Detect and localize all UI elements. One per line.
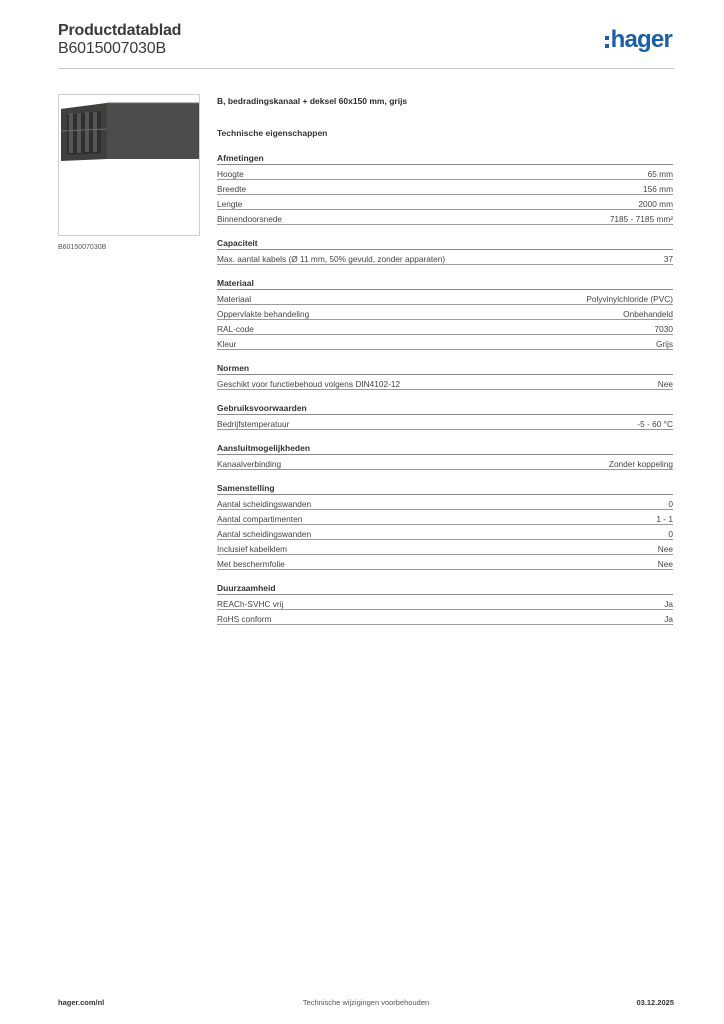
spec-label: Geschikt voor functiebehoud volgens DIN4102-12 — [217, 378, 401, 389]
spec-row — [217, 305, 673, 320]
spec-label: Hoogte — [217, 168, 244, 179]
spec-row — [217, 180, 673, 195]
spec-value: -5 - 60 °C — [637, 418, 673, 429]
footer-disclaimer: Technische wijzigingen voorbehouden — [302, 998, 430, 1007]
spec-value: Nee — [657, 558, 673, 569]
spec-label: Met beschermfolie — [217, 558, 285, 569]
header-divider — [58, 68, 674, 69]
spec-value: 7030 — [654, 323, 673, 334]
spec-row — [217, 610, 673, 625]
spec-label: Materiaal — [217, 293, 252, 304]
spec-label: Bedrijfstemperatuur — [217, 418, 290, 429]
spec-group — [217, 275, 673, 350]
page-header — [58, 22, 674, 68]
spec-value: 7185 - 7185 mm² — [609, 213, 673, 224]
spec-label: Max. aantal kabels (Ø 11 mm, 50% gevuld, zonder apparaten) — [217, 253, 446, 264]
spec-value: 1 - 1 — [656, 513, 673, 524]
spec-group-title: Afmetingen — [217, 150, 673, 165]
spec-group-title: Aansluitmogelijkheden — [217, 440, 673, 455]
spec-row — [217, 540, 673, 555]
spec-groups — [217, 150, 673, 625]
spec-group-title: Samenstelling — [217, 480, 673, 495]
spec-value: 37 — [663, 253, 673, 264]
spec-row — [217, 555, 673, 570]
spec-label: Binnendoorsnede — [217, 213, 283, 224]
spec-label: RoHS conform — [217, 613, 272, 624]
spec-label: REACh-SVHC vrij — [217, 598, 284, 609]
logo-text: hager — [610, 26, 672, 53]
spec-row — [217, 595, 673, 610]
spec-value: Ja — [664, 598, 673, 609]
spec-row — [217, 495, 673, 510]
spec-row — [217, 335, 673, 350]
spec-row — [217, 510, 673, 525]
spec-row — [217, 415, 673, 430]
spec-group-title: Capaciteit — [217, 235, 673, 250]
logo-dots-icon — [605, 36, 609, 48]
spec-value: Polyvinylchloride (PVC) — [586, 293, 673, 304]
spec-row — [217, 455, 673, 470]
spec-value: Nee — [657, 543, 673, 554]
spec-value: 156 mm — [643, 183, 673, 194]
spec-value: 65 mm — [647, 168, 673, 179]
spec-value: 0 — [668, 528, 673, 539]
spec-value: Nee — [657, 378, 673, 389]
spec-group-title: Duurzaamheid — [217, 580, 673, 595]
spec-row — [217, 320, 673, 335]
spec-group — [217, 360, 673, 390]
section-heading: Technische eigenschappen — [217, 128, 328, 138]
spec-row — [217, 165, 673, 180]
spec-label: Oppervlakte behandeling — [217, 308, 310, 319]
spec-label: Aantal scheidingswanden — [217, 528, 312, 539]
footer-website-link[interactable]: hager.com/nl — [58, 998, 105, 1007]
spec-value: Zonder koppeling — [608, 458, 673, 469]
spec-label: Breedte — [217, 183, 247, 194]
spec-group — [217, 440, 673, 470]
spec-group — [217, 235, 673, 265]
spec-row — [217, 525, 673, 540]
spec-row — [217, 195, 673, 210]
product-code: B6015007030B — [58, 40, 166, 57]
footer-date: 03.12.2025 — [636, 998, 674, 1007]
spec-label: Aantal compartimenten — [217, 513, 303, 524]
document-title: Productdatablad — [58, 22, 182, 39]
spec-value: 2000 mm — [638, 198, 673, 209]
spec-content — [217, 96, 673, 625]
spec-group-title: Gebruiksvoorwaarden — [217, 400, 673, 415]
product-image — [58, 94, 200, 236]
spec-label: Inclusief kabelklem — [217, 543, 288, 554]
spec-group — [217, 150, 673, 225]
cable-duct-illustration — [59, 95, 199, 235]
spec-label: Kanaalverbinding — [217, 458, 282, 469]
spec-row — [217, 290, 673, 305]
spec-group — [217, 580, 673, 625]
spec-group-title: Materiaal — [217, 275, 673, 290]
spec-value: 0 — [668, 498, 673, 509]
spec-label: Aantal scheidingswanden — [217, 498, 312, 509]
hager-logo[interactable] — [605, 27, 672, 53]
product-name: B, bedradingskanaal + deksel 60x150 mm, grijs — [217, 96, 408, 106]
image-caption: B6015007030B — [58, 244, 107, 251]
spec-value: Onbehandeld — [623, 308, 673, 319]
spec-value: Ja — [664, 613, 673, 624]
spec-row — [217, 250, 673, 265]
spec-value: Grijs — [655, 338, 673, 349]
spec-label: Lengte — [217, 198, 243, 209]
spec-label: RAL-code — [217, 323, 254, 334]
spec-row — [217, 210, 673, 225]
spec-group-title: Normen — [217, 360, 673, 375]
spec-label: Kleur — [217, 338, 237, 349]
spec-row — [217, 375, 673, 390]
spec-group — [217, 480, 673, 570]
spec-group — [217, 400, 673, 430]
page-footer — [58, 998, 674, 1012]
